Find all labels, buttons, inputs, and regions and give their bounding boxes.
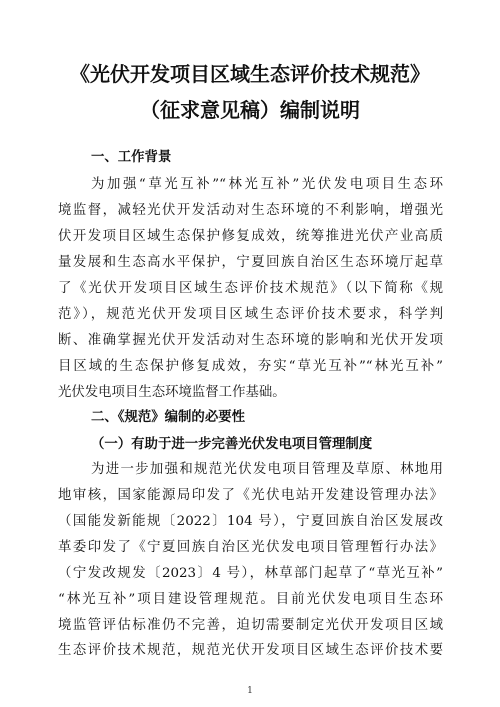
paragraph-line: 革委印发了《宁夏回族自治区光伏发电项目管理暂行办法》 — [58, 540, 443, 555]
paragraph-line: 量发展和生态高水平保护，宁夏回族自治区生态环境厅起草 — [58, 255, 443, 270]
paragraph-line: 伏开发项目区域生态保护修复成效，统筹推进光伏产业高质 — [58, 229, 443, 244]
paragraph-line: 境监督，减轻光伏开发活动对生态环境的不利影响，增强光 — [58, 203, 443, 218]
paragraph-line: 生态评价技术规范，规范光伏开发项目区域生态评价技术要 — [58, 643, 443, 658]
document-subtitle: （征求意见稿）编制说明 — [140, 98, 360, 122]
paragraph-line: （国能发新能规〔2022〕104 号），宁夏回族自治区发展改 — [58, 514, 443, 529]
paragraph-line: 地审核，国家能源局印发了《光伏电站开发建设管理办法》 — [58, 488, 443, 503]
subsection-heading: （一）有助于进一步完善光伏发电项目管理制度 — [91, 436, 373, 452]
page-number: 1 — [247, 686, 253, 696]
paragraph-line: 为进一步加强和规范光伏发电项目管理及草原、林地用 — [91, 462, 443, 477]
paragraph-line: “林光互补”项目建设管理规范。目前光伏发电项目生态环 — [58, 592, 443, 607]
document-title: 《光伏开发项目区域生态评价技术规范》 — [70, 62, 430, 86]
section-heading-background: 一、工作背景 — [91, 150, 172, 165]
paragraph-line: 了《光伏开发项目区域生态评价技术规范》（以下简称《规 — [58, 281, 443, 296]
paragraph-line: 为加强“草光互补”“林光互补”光伏发电项目生态环 — [91, 177, 443, 192]
section-heading-necessity: 二、《规范》编制的必要性 — [91, 410, 245, 425]
paragraph-line: 目区域的生态保护修复成效，夯实“草光互补”“林光互补” — [58, 359, 443, 374]
paragraph-line: 境监管评估标准仍不完善，迫切需要制定光伏开发项目区域 — [58, 618, 443, 633]
paragraph-line: 范》），规范光伏开发项目区域生态评价技术要求，科学判 — [58, 307, 443, 322]
paragraph-line: 光伏发电项目生态环境监督工作基础。 — [58, 385, 286, 400]
paragraph-line: 断、准确掌握光伏开发活动对生态环境的影响和光伏开发项 — [58, 333, 443, 348]
paragraph-line: （宁发改规发〔2023〕4 号），林草部门起草了“草光互补” — [58, 566, 443, 581]
